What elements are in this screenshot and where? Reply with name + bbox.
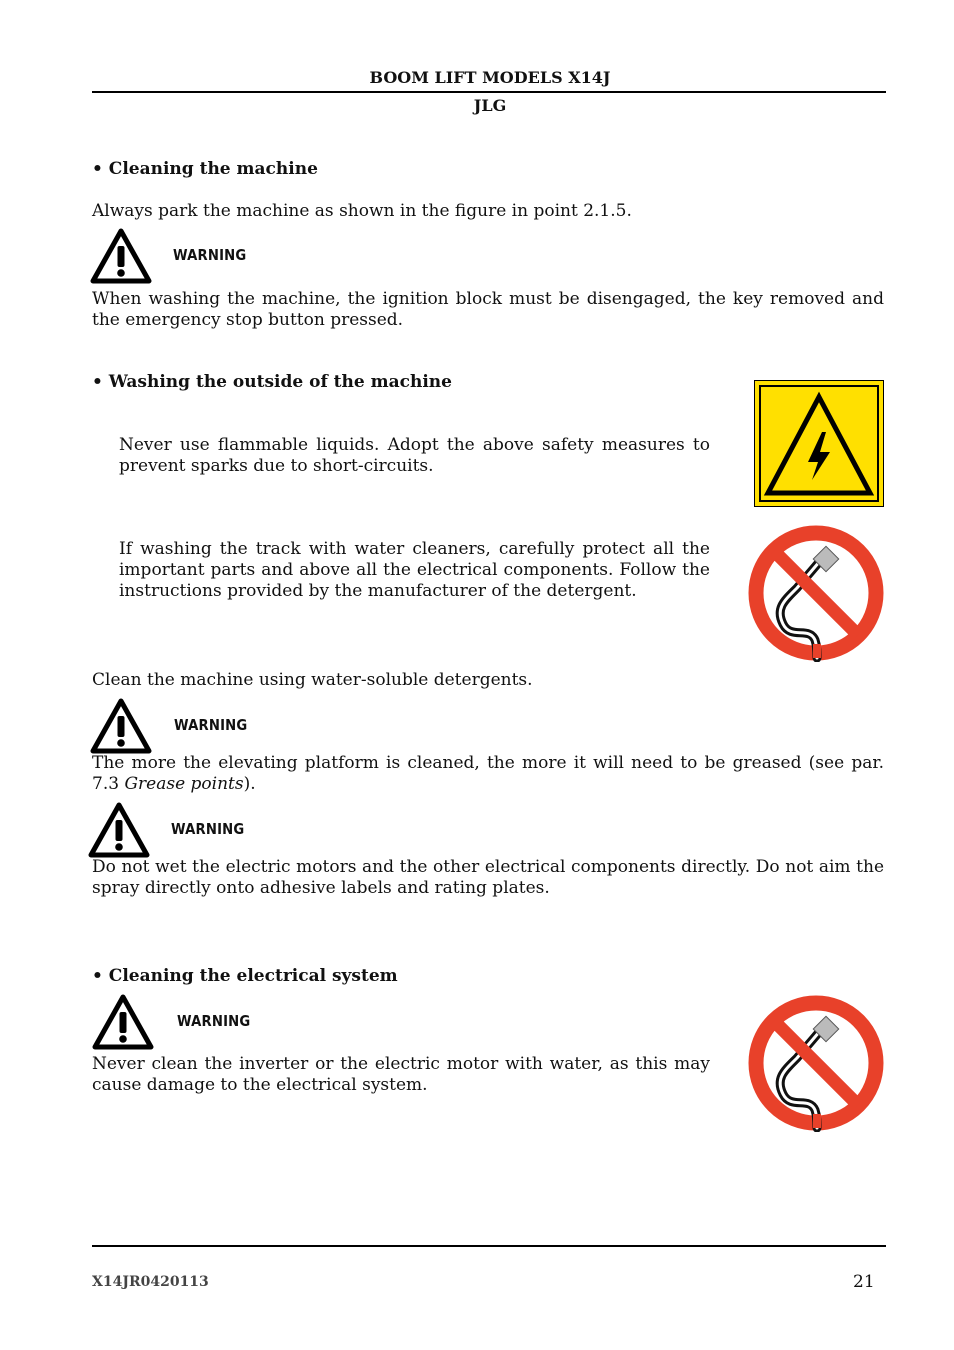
electrical-components-warning-text: Do not wet the electric motors and the other electrical components directly. Do not aim the spray directly onto adhesive labels and rating plates. — [92, 857, 884, 898]
cleaning-intro: Always park the machine as shown in the figure in point 2.1.5. — [92, 201, 632, 221]
electrical-system-warning-text: Never clean the inverter or the electric motor with water, as this may cause damage to the electrical system. — [92, 1054, 710, 1095]
grease-warning-text — [92, 753, 884, 795]
cleaning-warning-text: When washing the machine, the ignition block must be disengaged, the key removed and the emergency stop button pressed. — [92, 289, 884, 330]
outside-paragraph-detergents: Clean the machine using water-soluble detergents. — [92, 670, 533, 690]
warning-label: WARNING — [171, 820, 245, 838]
section-heading-outside: • Washing the outside of the machine — [92, 372, 452, 392]
section-heading-electrical: • Cleaning the electrical system — [92, 966, 398, 986]
outside-paragraph-water-cleaners: If washing the track with water cleaners, carefully protect all the important parts and above all the electrical components. Follow the instructions provided by the manufacturer of the detergent. — [119, 539, 710, 601]
outside-paragraph-flammable: Never use flammable liquids. Adopt the above safety measures to prevent sparks due to short-circuits. — [119, 435, 710, 476]
warning-triangle-icon — [92, 994, 154, 1050]
footer-rule — [92, 1245, 886, 1247]
warning-label: WARNING — [173, 246, 247, 264]
document-code: X14JR0420113 — [92, 1274, 209, 1290]
warning-label: WARNING — [174, 716, 248, 734]
section-heading-cleaning: • Cleaning the machine — [92, 159, 318, 179]
no-water-spray-icon — [747, 994, 885, 1132]
warning-triangle-icon — [90, 228, 152, 284]
header-subtitle: JLG — [473, 96, 507, 115]
grease-warning-text-a: The more the elevating platform is cleaned, the more it will need to be greased (see par. 7.3 — [92, 753, 884, 794]
no-water-spray-icon — [747, 524, 885, 662]
warning-triangle-icon — [90, 698, 152, 754]
grease-warning-text-b: ). — [243, 774, 256, 794]
header-rule — [92, 91, 886, 93]
header-title: BOOM LIFT MODELS X14J — [369, 68, 611, 87]
grease-points-reference: Grease points — [124, 774, 244, 794]
warning-triangle-icon — [88, 802, 150, 858]
electrical-hazard-icon — [754, 380, 884, 507]
warning-label: WARNING — [177, 1012, 251, 1030]
page-number: 21 — [853, 1272, 875, 1292]
